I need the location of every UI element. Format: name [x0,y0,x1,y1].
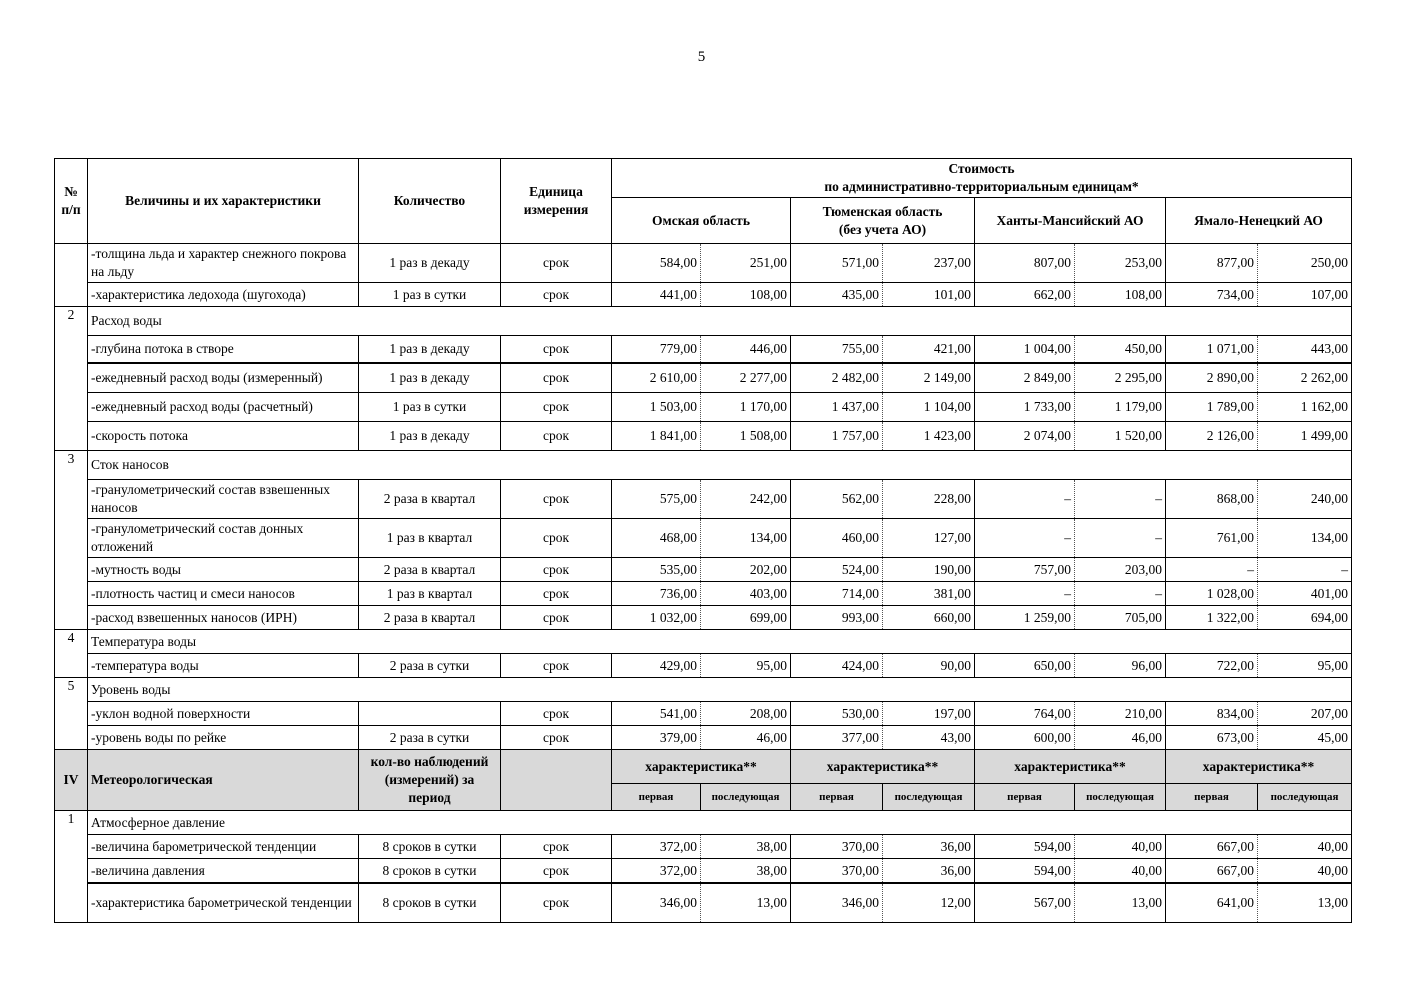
table-row [55,244,1352,283]
meteo-first-omsk: первая [612,784,701,811]
row-value: 435,00 [791,283,883,307]
row-value: 203,00 [1075,558,1166,582]
row-value: 43,00 [883,726,975,750]
header-region-yanao: Ямало-Ненецкий АО [1166,198,1352,244]
row-unit: срок [501,883,612,923]
row-quantity: 1 раз в сутки [359,393,501,422]
section-row [55,307,1352,336]
section-number: 5 [55,678,88,750]
table-row [55,654,1352,678]
row-quantity: 8 сроков в сутки [359,883,501,923]
row-value: 2 126,00 [1166,422,1258,451]
table-row [55,283,1352,307]
meteo-qty: кол-во наблюдений (измерений) за период [359,750,501,811]
row-value: 535,00 [612,558,701,582]
row-value: 562,00 [791,480,883,519]
section-title: Уровень воды [88,678,1352,702]
row-value: 699,00 [701,606,791,630]
row-value: 95,00 [701,654,791,678]
row-value: 567,00 [975,883,1075,923]
row-value: 421,00 [883,336,975,364]
row-value: 1 499,00 [1258,422,1352,451]
meteo-char-omsk: характеристика** [612,750,791,784]
row-value: 1 004,00 [975,336,1075,364]
row-value: 403,00 [701,582,791,606]
row-value: 446,00 [701,336,791,364]
meteo-next-tyumen: последующая [883,784,975,811]
row-name: -мутность воды [88,558,359,582]
row-value: 594,00 [975,859,1075,884]
row-value: 2 849,00 [975,363,1075,393]
row-unit: срок [501,393,612,422]
row-value: 541,00 [612,702,701,726]
table-row [55,393,1352,422]
table-row [55,336,1352,364]
table-row [55,480,1352,519]
row-unit: срок [501,422,612,451]
row-value: 1 032,00 [612,606,701,630]
row-value: 240,00 [1258,480,1352,519]
header-name: Величины и их характеристики [88,159,359,244]
row-value: – [975,519,1075,558]
row-value: 1 508,00 [701,422,791,451]
header-quantity: Количество [359,159,501,244]
row-unit: срок [501,859,612,884]
table-body-hydro [55,244,1352,750]
table-row [55,519,1352,558]
row-quantity: 8 сроков в сутки [359,835,501,859]
row-value: 660,00 [883,606,975,630]
row-value: 575,00 [612,480,701,519]
table-row [55,422,1352,451]
row-value: 95,00 [1258,654,1352,678]
row-value: 134,00 [1258,519,1352,558]
row-value: 36,00 [883,859,975,884]
row-value: 197,00 [883,702,975,726]
row-value: 134,00 [701,519,791,558]
meteo-first-tyumen: первая [791,784,883,811]
row-value: – [1075,519,1166,558]
cost-table [54,158,1352,923]
meteo-next-khmao: последующая [1075,784,1166,811]
row-value: – [1258,558,1352,582]
row-value: 667,00 [1166,859,1258,884]
row-unit: срок [501,726,612,750]
row-value: 2 149,00 [883,363,975,393]
row-value: 1 179,00 [1075,393,1166,422]
row-value: 807,00 [975,244,1075,283]
row-value: 594,00 [975,835,1075,859]
row-value: 108,00 [701,283,791,307]
row-value: 650,00 [975,654,1075,678]
meteo-char-khmao: характеристика** [975,750,1166,784]
row-value: 2 295,00 [1075,363,1166,393]
section-number: 3 [55,451,88,630]
meteo-char-yanao: характеристика** [1166,750,1352,784]
row-name: -уровень воды по рейке [88,726,359,750]
row-value: 2 277,00 [701,363,791,393]
row-unit: срок [501,835,612,859]
header-region-tyumen [791,198,975,244]
row-value: 1 789,00 [1166,393,1258,422]
table-row [55,702,1352,726]
row-value: 401,00 [1258,582,1352,606]
header-cost-subtitle: по административно-территориальным единицам* [824,179,1139,194]
header-region-tyumen-line2: (без учета АО) [838,221,927,237]
row-value: 90,00 [883,654,975,678]
section-row [55,451,1352,480]
row-value: 12,00 [883,883,975,923]
row-value: 524,00 [791,558,883,582]
row-unit: срок [501,606,612,630]
row-value: 346,00 [612,883,701,923]
row-value: 379,00 [612,726,701,750]
row-value: 372,00 [612,859,701,884]
row-quantity: 8 сроков в сутки [359,859,501,884]
table-row [55,883,1352,923]
row-value: 993,00 [791,606,883,630]
row-quantity: 2 раза в квартал [359,606,501,630]
row-value: 237,00 [883,244,975,283]
row-value: 641,00 [1166,883,1258,923]
row-name: -характеристика ледохода (шугохода) [88,283,359,307]
table-row [55,582,1352,606]
row-value: 755,00 [791,336,883,364]
row-value: 38,00 [701,859,791,884]
table-row [55,835,1352,859]
row-value: 46,00 [1075,726,1166,750]
row-value: 1 322,00 [1166,606,1258,630]
row-value: 761,00 [1166,519,1258,558]
row-value: 377,00 [791,726,883,750]
row-unit: срок [501,283,612,307]
row-name: -уклон водной поверхности [88,702,359,726]
row-quantity: 2 раза в сутки [359,726,501,750]
row-value: 450,00 [1075,336,1166,364]
row-value: 673,00 [1166,726,1258,750]
meteo-next-yanao: последующая [1258,784,1352,811]
header-region-omsk: Омская область [612,198,791,244]
row-unit: срок [501,519,612,558]
row-name: -скорость потока [88,422,359,451]
table-row [55,363,1352,393]
row-value: 45,00 [1258,726,1352,750]
row-value: 381,00 [883,582,975,606]
row-value: 38,00 [701,835,791,859]
row-value: 1 520,00 [1075,422,1166,451]
row-value: 253,00 [1075,244,1166,283]
meteo-first-khmao: первая [975,784,1075,811]
row-value: 571,00 [791,244,883,283]
section-row [55,678,1352,702]
meteo-title: Метеорологическая [88,750,359,811]
page-number: 5 [697,49,706,65]
section-title: Сток наносов [88,451,1352,480]
row-value: 242,00 [701,480,791,519]
row-name: -гранулометрический состав донных отложений [88,519,359,558]
row-unit: срок [501,480,612,519]
row-value: 40,00 [1075,835,1166,859]
table-body-meteo [55,811,1352,923]
row-value: 1 162,00 [1258,393,1352,422]
row-value: 101,00 [883,283,975,307]
row-value: 96,00 [1075,654,1166,678]
row-value: 779,00 [612,336,701,364]
header-region-khmao: Ханты-Мансийский АО [975,198,1166,244]
row-value: – [1075,480,1166,519]
table-row [55,558,1352,582]
row-value: 1 028,00 [1166,582,1258,606]
row-value: 1 104,00 [883,393,975,422]
row-value: 2 482,00 [791,363,883,393]
row-value: 722,00 [1166,654,1258,678]
row-quantity: 1 раз в квартал [359,519,501,558]
row-unit: срок [501,244,612,283]
row-unit: срок [501,582,612,606]
row-value: 530,00 [791,702,883,726]
row-value: 460,00 [791,519,883,558]
row-value: 736,00 [612,582,701,606]
header-region-tyumen-line1: Тюменская область [822,203,943,219]
row-name: -величина барометрической тенденции [88,835,359,859]
row-quantity: 1 раз в сутки [359,283,501,307]
row-value: 2 890,00 [1166,363,1258,393]
header-cost-title: Стоимость [948,161,1015,176]
row-value: 107,00 [1258,283,1352,307]
row-value: 108,00 [1075,283,1166,307]
section-row [55,811,1352,835]
row-quantity: 1 раз в декаду [359,422,501,451]
row-value: 2 262,00 [1258,363,1352,393]
row-unit: срок [501,702,612,726]
row-value: 1 437,00 [791,393,883,422]
row-name: -плотность частиц и смеси наносов [88,582,359,606]
row-value: 251,00 [701,244,791,283]
row-value: 1 841,00 [612,422,701,451]
row-name: -глубина потока в створе [88,336,359,364]
row-value: 208,00 [701,702,791,726]
row-value: 734,00 [1166,283,1258,307]
meteo-first-yanao: первая [1166,784,1258,811]
row-name: -расход взвешенных наносов (ИРН) [88,606,359,630]
row-value: 190,00 [883,558,975,582]
row-value: 1 423,00 [883,422,975,451]
table-row [55,859,1352,884]
row-value: 714,00 [791,582,883,606]
row-name: -ежедневный расход воды (измеренный) [88,363,359,393]
row-value: 36,00 [883,835,975,859]
row-value: 757,00 [975,558,1075,582]
row-value: – [975,480,1075,519]
row-value: 2 074,00 [975,422,1075,451]
row-value: 46,00 [701,726,791,750]
row-quantity: 2 раза в квартал [359,480,501,519]
row-value: – [1075,582,1166,606]
row-name: -величина давления [88,859,359,884]
section-title: Атмосферное давление [88,811,1352,835]
row-value: 468,00 [612,519,701,558]
row-value: 764,00 [975,702,1075,726]
header-unit: Единица измерения [501,159,612,244]
row-name: -ежедневный расход воды (расчетный) [88,393,359,422]
row-value: 207,00 [1258,702,1352,726]
meteo-next-omsk: последующая [701,784,791,811]
row-quantity: 1 раз в декаду [359,363,501,393]
row-quantity: 1 раз в декаду [359,336,501,364]
row-value: 210,00 [1075,702,1166,726]
row-name: -температура воды [88,654,359,678]
row-value: 429,00 [612,654,701,678]
row-name: -гранулометрический состав взвешенных наносов [88,480,359,519]
row-value: 694,00 [1258,606,1352,630]
row-value: 584,00 [612,244,701,283]
row-value: 40,00 [1258,859,1352,884]
row-value: 443,00 [1258,336,1352,364]
row-value: 868,00 [1166,480,1258,519]
row-quantity: 1 раз в декаду [359,244,501,283]
row-value: – [975,582,1075,606]
section-number: 2 [55,307,88,451]
section-title: Расход воды [88,307,1352,336]
table-row [55,726,1352,750]
row-quantity [359,702,501,726]
row-value: 705,00 [1075,606,1166,630]
row-quantity: 2 раза в квартал [359,558,501,582]
row-value: 372,00 [612,835,701,859]
row-value: 834,00 [1166,702,1258,726]
section-number-continued [55,244,88,307]
row-value: 1 757,00 [791,422,883,451]
row-value: 1 259,00 [975,606,1075,630]
row-value: 424,00 [791,654,883,678]
row-value: 250,00 [1258,244,1352,283]
section-row [55,630,1352,654]
table-row [55,606,1352,630]
row-unit: срок [501,558,612,582]
section-number: 4 [55,630,88,678]
row-value: 13,00 [1075,883,1166,923]
row-value: 370,00 [791,835,883,859]
row-quantity: 1 раз в квартал [359,582,501,606]
header-cost [612,159,1352,198]
row-value: 1 071,00 [1166,336,1258,364]
row-value: 127,00 [883,519,975,558]
row-value: 2 610,00 [612,363,701,393]
row-unit: срок [501,363,612,393]
row-name: -толщина льда и характер снежного покрова на льду [88,244,359,283]
section-number: 1 [55,811,88,923]
row-quantity: 2 раза в сутки [359,654,501,678]
row-value: 600,00 [975,726,1075,750]
row-unit: срок [501,654,612,678]
row-value: 202,00 [701,558,791,582]
row-value: 40,00 [1075,859,1166,884]
row-name: -характеристика барометрической тенденции [88,883,359,923]
row-value: 228,00 [883,480,975,519]
table-body-meteo-header [55,750,1352,811]
row-value: 1 733,00 [975,393,1075,422]
row-value: 346,00 [791,883,883,923]
meteo-num: IV [55,750,88,811]
row-unit: срок [501,336,612,364]
row-value: – [1166,558,1258,582]
row-value: 667,00 [1166,835,1258,859]
meteo-unit-empty [501,750,612,811]
row-value: 370,00 [791,859,883,884]
row-value: 441,00 [612,283,701,307]
meteo-char-tyumen: характеристика** [791,750,975,784]
row-value: 1 170,00 [701,393,791,422]
section-title: Температура воды [88,630,1352,654]
row-value: 662,00 [975,283,1075,307]
row-value: 40,00 [1258,835,1352,859]
row-value: 13,00 [701,883,791,923]
row-value: 13,00 [1258,883,1352,923]
header-num: № п/п [55,159,88,244]
row-value: 877,00 [1166,244,1258,283]
row-value: 1 503,00 [612,393,701,422]
